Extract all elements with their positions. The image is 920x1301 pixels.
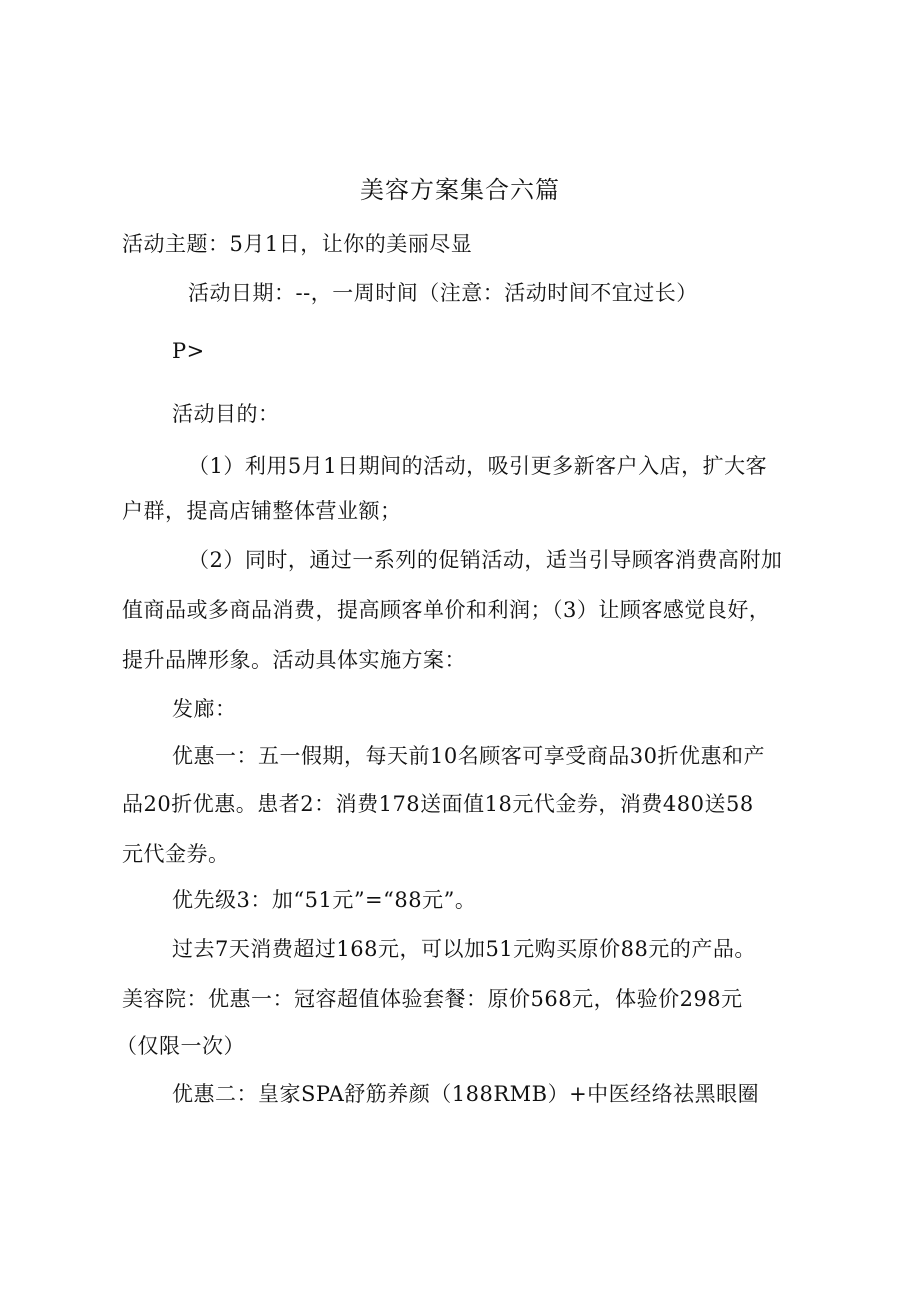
text-line-limit-once: （仅限一次） <box>116 1034 245 1058</box>
text-line-salon-heading: 发廊： <box>172 697 237 721</box>
text-line-date: 活动日期：--，一周时间（注意：活动时间不宜过长） <box>188 281 698 305</box>
text-line-offer-1b: 品20折优惠。患者2：消费178送面值18元代金券，消费480送58 <box>122 792 754 816</box>
text-line-offer-1a: 优惠一：五一假期，每天前10名顾客可享受商品30折优惠和产 <box>172 744 765 768</box>
text-line-p-tag: P> <box>172 339 205 363</box>
text-line-purpose-1b: 户群，提高店铺整体营业额； <box>122 499 402 523</box>
text-line-purpose-2b: 值商品或多商品消费，提高顾客单价和利润；（3）让顾客感觉良好， <box>122 598 771 622</box>
text-line-offer-3-detail: 过去7天消费超过168元，可以加51元购买原价88元的产品。 <box>172 937 756 961</box>
text-line-offer-1c: 元代金券。 <box>122 842 230 866</box>
text-line-purpose-heading: 活动目的： <box>172 402 280 426</box>
text-line-beauty-salon-offer-2: 优惠二：皇家SPA舒筋养颜（188RMB）+中医经络祛黑眼圈 <box>172 1082 760 1106</box>
text-line-purpose-2a: （2）同时，通过一系列的促销活动，适当引导顾客消费高附加 <box>188 548 783 572</box>
text-line-theme: 活动主题：5月1日，让你的美丽尽显 <box>122 232 473 256</box>
text-line-purpose-1a: （1）利用5月1日期间的活动，吸引更多新客户入店，扩大客 <box>188 454 768 478</box>
text-line-beauty-salon-offer-1: 美容院：优惠一：冠容超值体验套餐：原价568元，体验价298元 <box>122 987 743 1011</box>
text-line-offer-3: 优先级3：加“51元”=“88元”。 <box>172 888 477 912</box>
document-title: 美容方案集合六篇 <box>360 176 560 204</box>
text-line-purpose-2c: 提升品牌形象。活动具体实施方案： <box>122 648 466 672</box>
